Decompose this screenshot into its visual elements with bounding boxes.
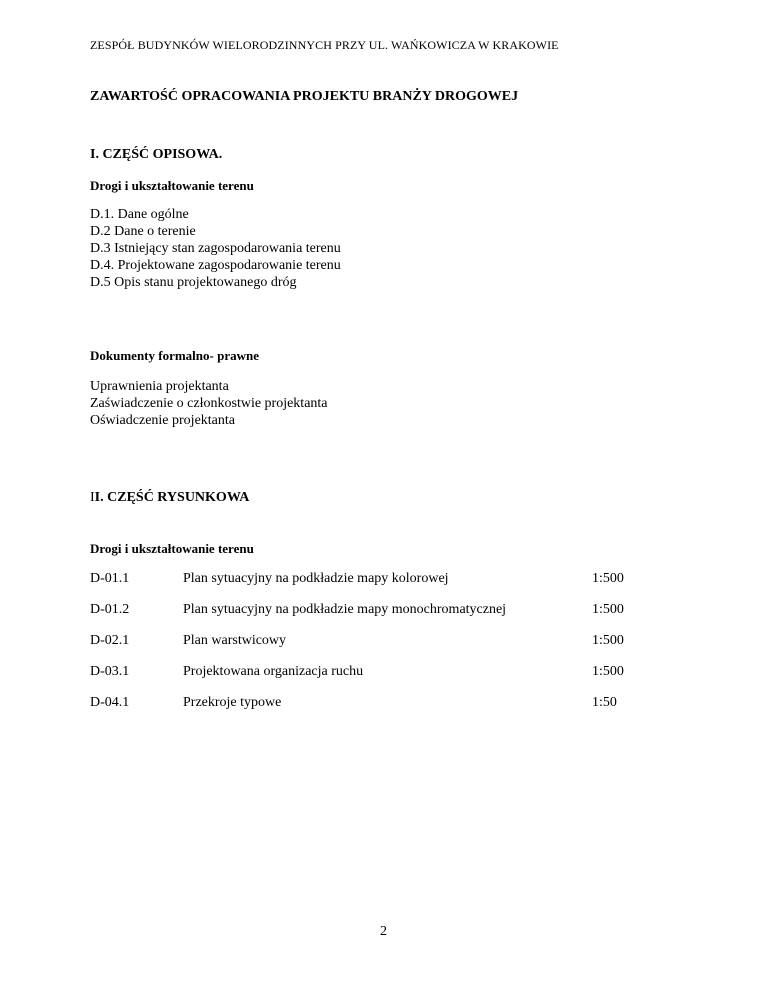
table-row	[90, 602, 690, 633]
drawing-code: D-01.2	[90, 602, 130, 617]
table-row	[90, 695, 690, 726]
drawing-code: D-02.1	[90, 633, 130, 648]
item-label: Opis stanu projektowanego dróg	[114, 275, 297, 290]
drawing-scale: 1:500	[592, 633, 624, 648]
item-code: D.2	[90, 224, 111, 239]
item-label: Projektowane zagospodarowanie terenu	[117, 258, 341, 273]
item-label: Istniejący stan zagospodarowania terenu	[114, 241, 341, 256]
table-row	[90, 571, 690, 602]
item-code: D.4.	[90, 258, 115, 273]
section-drawings-title-rest: I. CZĘŚĆ RYSUNKOWA	[94, 490, 250, 505]
section-descriptive-subtitle: Drogi i ukształtowanie terenu	[90, 178, 254, 193]
drawings-table	[90, 571, 690, 726]
drawing-name: Projektowana organizacja ruchu	[183, 664, 364, 679]
item-code: D.1.	[90, 207, 115, 222]
page-header: ZESPÓŁ BUDYNKÓW WIELORODZINNYCH PRZY UL. WAŃKOWICZA W KRAKOWIE	[90, 38, 559, 52]
drawing-name: Plan sytuacyjny na podkładzie mapy monochromatycznej	[183, 602, 507, 617]
drawing-scale: 1:500	[592, 602, 624, 617]
drawing-scale: 1:500	[592, 664, 624, 679]
drawing-name: Przekroje typowe	[183, 695, 282, 710]
list-item	[90, 274, 341, 291]
drawing-code: D-04.1	[90, 695, 130, 710]
section-drawings-title-prefix: I	[90, 490, 95, 505]
drawing-scale: 1:500	[592, 571, 624, 586]
list-item	[90, 223, 341, 240]
list-item	[90, 257, 341, 274]
descriptive-items-list	[90, 206, 341, 291]
list-item: Oświadczenie projektanta	[90, 413, 235, 428]
item-code: D.3	[90, 241, 111, 256]
table-row	[90, 633, 690, 664]
list-item: Zaświadczenie o członkostwie projektanta	[90, 396, 328, 411]
table-row	[90, 664, 690, 695]
drawing-name: Plan sytuacyjny na podkładzie mapy kolorowej	[183, 571, 449, 586]
page-number: 2	[380, 924, 387, 939]
list-item	[90, 206, 341, 223]
section-drawings-title	[90, 490, 249, 506]
formal-documents-title: Dokumenty formalno- prawne	[90, 348, 259, 363]
drawing-code: D-03.1	[90, 664, 130, 679]
drawing-scale: 1:50	[592, 695, 617, 710]
item-code: D.5	[90, 275, 111, 290]
section-drawings-subtitle: Drogi i ukształtowanie terenu	[90, 541, 254, 556]
formal-documents-list	[90, 378, 328, 429]
item-label: Dane o terenie	[114, 224, 196, 239]
document-title: ZAWARTOŚĆ OPRACOWANIA PROJEKTU BRANŻY DROGOWEJ	[90, 89, 519, 104]
item-label: Dane ogólne	[117, 207, 189, 222]
list-item	[90, 240, 341, 257]
drawing-code: D-01.1	[90, 571, 130, 586]
drawing-name: Plan warstwicowy	[183, 633, 287, 648]
list-item: Uprawnienia projektanta	[90, 379, 229, 394]
section-descriptive-title: I. CZĘŚĆ OPISOWA.	[90, 147, 223, 162]
